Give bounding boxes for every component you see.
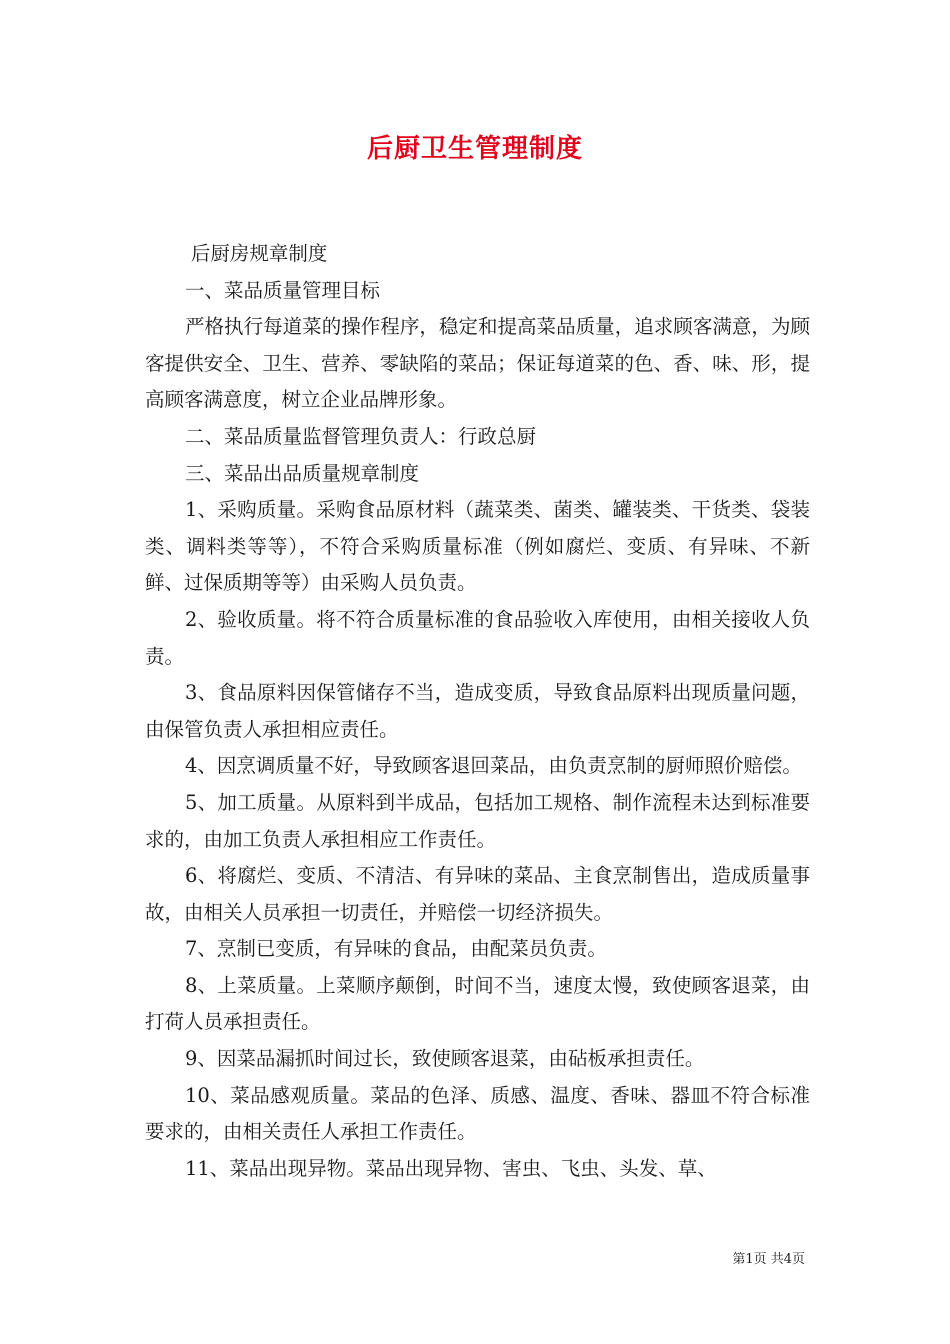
page-number-footer: 第1页 共4页 (732, 1252, 805, 1267)
list-item: 5、加工质量。从原料到半成品，包括加工规格、制作流程未达到标准要求的，由加工负责人承担相应工作责任。 (145, 790, 810, 851)
section-heading-1: 一、菜品质量管理目标 (184, 278, 380, 302)
list-item: 9、因菜品漏抓时间过长，致使顾客退菜，由砧板承担责任。 (184, 1047, 705, 1071)
document-title: 后厨卫生管理制度 (366, 134, 583, 164)
list-item: 10、菜品感观质量。菜品的色泽、质感、温度、香味、器皿不符合标准要求的，由相关责任人承担工作责任。 (145, 1083, 810, 1144)
list-item: 11、菜品出现异物。菜品出现异物、害虫、飞虫、头发、草、 (184, 1156, 717, 1180)
document-body (145, 236, 810, 1187)
list-item: 8、上菜质量。上菜顺序颠倒，时间不当，速度太慢，致使顾客退菜，由打荷人员承担责任。 (145, 973, 810, 1034)
list-item: 3、食品原料因保管储存不当，造成变质，导致食品原料出现质量问题，由保管负责人承担相应责任。 (145, 681, 810, 741)
list-item: 4、因烹调质量不好，导致顾客退回菜品，由负责烹制的厨师照价赔偿。 (184, 754, 802, 778)
list-item: 7、烹制已变质，有异味的食品，由配菜员负责。 (184, 937, 607, 961)
section-heading-2: 二、菜品质量监督管理负责人：行政总厨 (184, 424, 536, 448)
paragraph: 严格执行每道菜的操作程序，稳定和提高菜品质量，追求顾客满意，为顾客提供安全、卫生、营养、零缺陷的菜品；保证每道菜的色、香、味、形，提高顾客满意度，树立企业品牌形象。 (145, 315, 810, 412)
section-heading-3: 三、菜品出品质量规章制度 (184, 461, 419, 485)
list-item: 6、将腐烂、变质、不清洁、有异味的菜品、主食烹制售出，造成质量事故，由相关人员承担一切责任，并赔偿一切经济损失。 (145, 864, 810, 924)
paragraph-heading: 后厨房规章制度 (190, 242, 328, 265)
list-item: 1、采购质量。采购食品原材料（蔬菜类、菌类、罐装类、干货类、袋装类、调料类等等），不符合采购质量标准（例如腐烂、变质、有异味、不新鲜、过保质期等等）由采购人员负责。 (145, 498, 810, 595)
list-item: 2、验收质量。将不符合质量标准的食品验收入库使用，由相关接收人负责。 (145, 607, 810, 668)
